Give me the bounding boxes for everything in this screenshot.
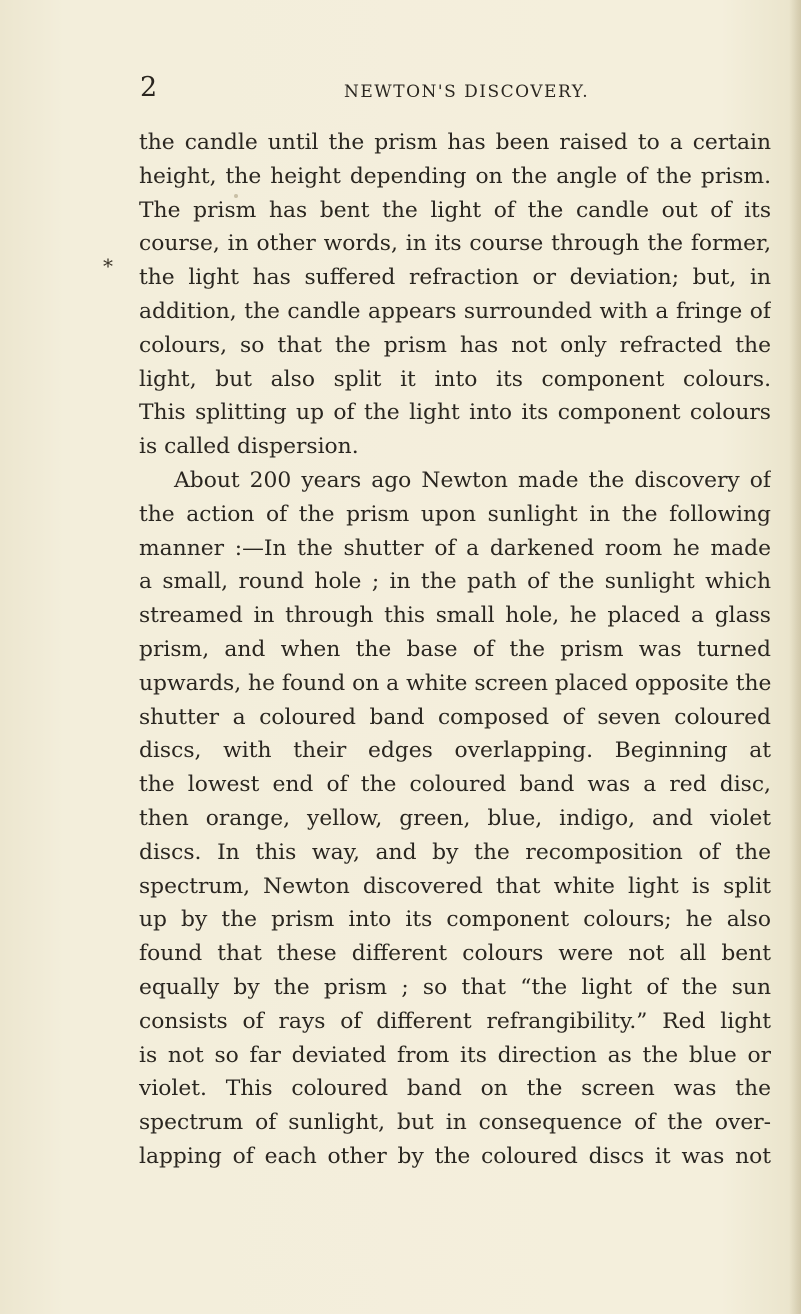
text-line: streamed in through this small hole, he placed a glass — [139, 603, 771, 629]
text-line: is not so far deviated from its direction as the blue or — [139, 1042, 771, 1068]
text-line: About 200 years ago Newton made the discovery of — [174, 467, 771, 493]
text-line: up by the prism into its component colours; he also — [139, 907, 771, 933]
running-head: NEWTON'S DISCOVERY. — [344, 82, 590, 102]
text-line: equally by the prism ; so that “the light of the sun — [139, 974, 771, 1000]
text-line: addition, the candle appears surrounded with a fringe of — [139, 298, 771, 324]
text-line: the lowest end of the coloured band was a red disc, — [139, 772, 771, 798]
page-edge-shadow — [789, 0, 801, 1314]
text-line: the action of the prism upon sunlight in the following — [139, 501, 771, 527]
text-line: height, the height depending on the angle of the prism. — [139, 163, 771, 189]
text-line: the candle until the prism has been raised to a certain — [139, 130, 771, 155]
text-line: spectrum of sunlight, but in consequence of the over- — [139, 1110, 771, 1136]
text-line: colours, so that the prism has not only refracted the — [139, 332, 771, 358]
text-line: then orange, yellow, green, blue, indigo, and violet — [139, 805, 771, 831]
text-line: discs, with their edges overlapping. Beginning at — [139, 738, 771, 764]
text-line: violet. This coloured band on the screen was the — [139, 1076, 771, 1102]
text-line: lapping of each other by the coloured discs it was not — [139, 1143, 771, 1169]
text-line: spectrum, Newton discovered that white light is split — [139, 873, 771, 899]
text-line: course, in other words, in its course through the former, — [139, 231, 771, 257]
text-line: light, but also split it into its component colours. — [139, 366, 771, 392]
page-number: 2 — [140, 72, 158, 103]
text-line: The prism has bent the light of the candle out of its — [139, 197, 771, 223]
text-line: consists of rays of different refrangibility.” Red light — [139, 1008, 771, 1034]
margin-asterisk-mark: * — [103, 254, 113, 278]
text-line: a small, round hole ; in the path of the sunlight which — [139, 569, 771, 595]
text-line: prism, and when the base of the prism was turned — [139, 636, 771, 662]
text-line: is called dispersion. — [139, 434, 359, 460]
text-line: upwards, he found on a white screen placed opposite the — [139, 670, 771, 696]
text-line: found that these different colours were not all bent — [139, 941, 771, 967]
text-line: manner :—In the shutter of a darkened room he made — [139, 535, 771, 561]
body-text — [139, 126, 771, 1174]
text-line: This splitting up of the light into its component colours — [139, 400, 771, 426]
text-line: shutter a coloured band composed of seven coloured — [139, 704, 771, 730]
text-line: the light has suffered refraction or deviation; but, in — [139, 265, 771, 291]
text-line: discs. In this way, and by the recomposition of the — [139, 839, 771, 865]
